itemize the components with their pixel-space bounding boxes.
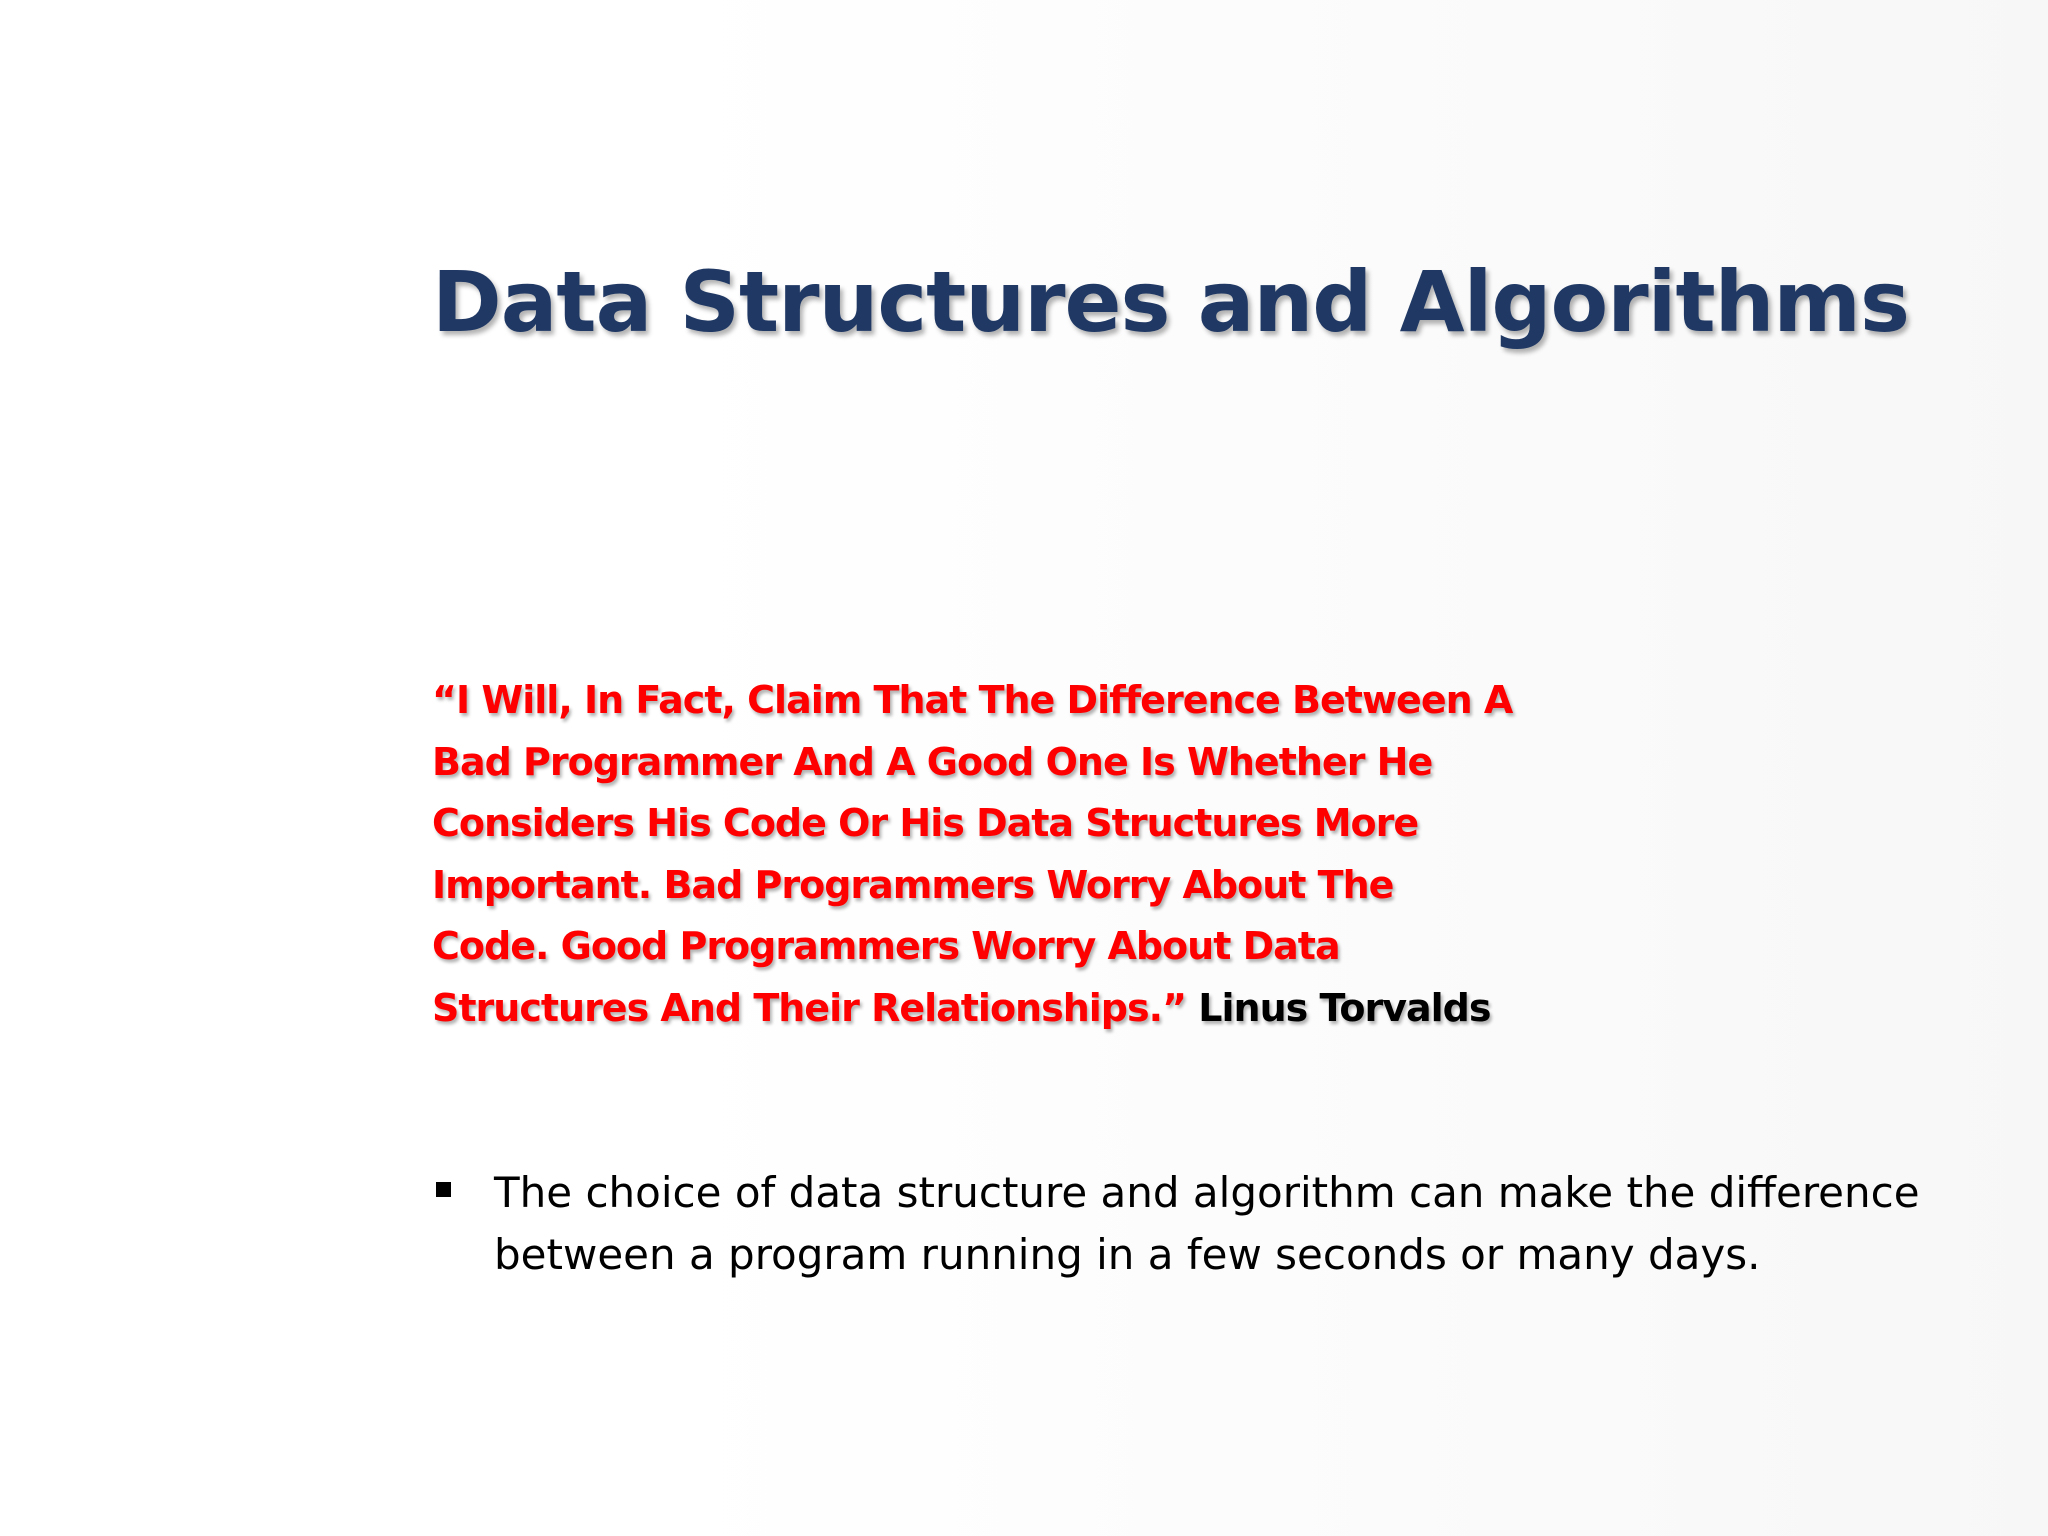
quote-block <box>432 670 1592 1039</box>
quote-line: Considers His Code Or His Data Structures More <box>432 801 1419 845</box>
bullet-list <box>432 1162 2012 1286</box>
square-bullet-icon <box>436 1182 451 1197</box>
bullet-text <box>494 1162 2012 1286</box>
quote-line: Bad Programmer And A Good One Is Whether He <box>432 739 1433 784</box>
bullet-line: The choice of data structure and algorithm can make the difference <box>494 1168 1920 1217</box>
quote-author: Linus Torvalds <box>1198 985 1491 1030</box>
quote-line: Structures And Their Relationships.” <box>432 985 1187 1030</box>
quote-line: Important. Bad Programmers Worry About The <box>432 862 1394 907</box>
quote-line: Code. Good Programmers Worry About Data <box>432 924 1340 968</box>
bullet-item <box>432 1162 2012 1286</box>
quote-last-line <box>432 978 1592 1040</box>
slide-title: Data Structures and Algorithms <box>432 253 1909 351</box>
bullet-line: between a program running in a few seconds or many days. <box>494 1230 1761 1279</box>
quote-line: “I Will, In Fact, Claim That The Difference Between A <box>432 678 1513 722</box>
